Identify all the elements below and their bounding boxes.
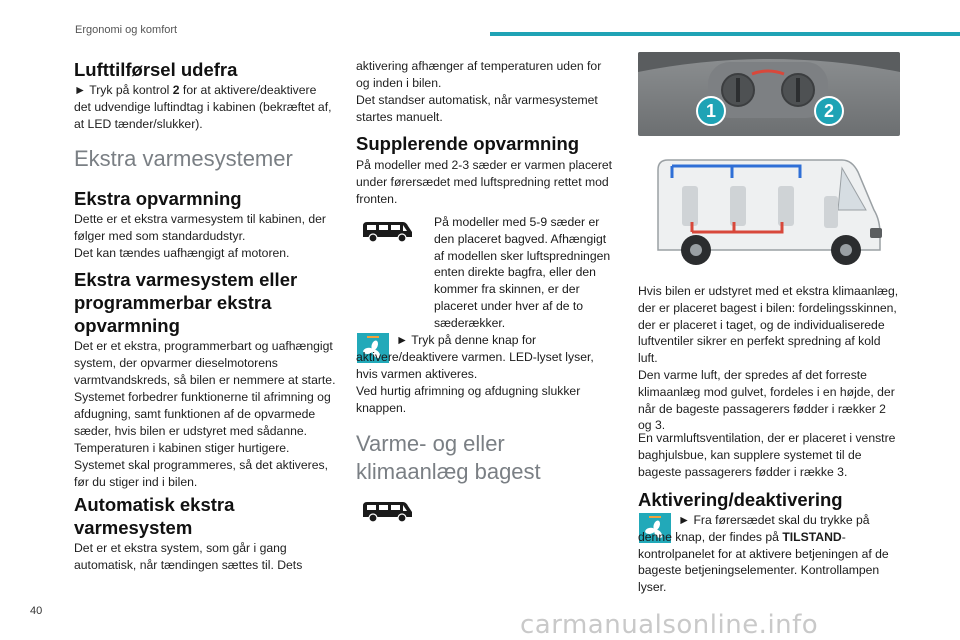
text-run: for at aktivere/deaktivere det udvendige luftindtag i kabinen (bekræftet af, at LED tænder/slukker).	[74, 83, 332, 131]
paragraph-programmerbar-2: Systemet forbedrer funktionerne til afrimning og afdugning, samt funktionen af de opvarmede sæder, hvis bilen er udstyret med sådanne.	[74, 390, 331, 438]
bold-control-number: 2	[172, 83, 180, 97]
callout-badge-1: 1	[696, 96, 726, 126]
bold-panel-name: TILSTAND	[782, 529, 842, 544]
fan-button-paragraph-2: Ved hurtig afrimning og afdugning slukker knappen.	[356, 384, 581, 415]
van-note-paragraph: På modeller med 5-9 sæder er den placeret bagved. Afhængigt af modellen sker luftspredningen enten direkte bagfra, eller den kommer fra skinnen, er der placeret under hver af de to sæderækker.	[434, 215, 611, 330]
control-panel-photo	[638, 52, 900, 136]
fan-button-paragraph: ► Tryk på denne knap for aktivere/deaktivere varmen. LED-lyset lyser, hvis varmen aktiveres.	[356, 333, 594, 381]
heading-aktivering-deaktivering: Aktivering/deaktivering	[638, 489, 843, 510]
van-side-icon	[359, 497, 415, 523]
paragraph-supplerende: På modeller med 2-3 sæder er varmen placeret under førersædet med luftspredning rettet mod fronten.	[356, 158, 613, 206]
watermark: carmanualsonline.info	[520, 610, 819, 640]
van-side-icon	[359, 217, 415, 243]
van-airflow-diagram	[652, 150, 884, 272]
paragraph-ekstra-opvarmning-2: Det kan tændes uafhængigt af motoren.	[74, 246, 290, 260]
paragraph-automatisk: Det er et ekstra system, som går i gang automatisk, når tændingen sættes til. Dets	[74, 541, 303, 572]
text-run: ► Fra førersædet skal du trykke på denne knap, der findes på	[638, 513, 870, 544]
control-knobs-illustration	[638, 52, 900, 136]
paragraph-ekstra-opvarmning-1: Dette er et ekstra varmesystem til kabinen, der følger med som standardudstyr.	[74, 212, 326, 243]
paragraph-lufttilfoersel	[74, 82, 336, 132]
heading-automatisk-varmesystem: Automatisk ekstra varmesystem	[74, 494, 235, 538]
paragraph-programmerbar-4: Systemet skal programmeres, så det aktiveres, før du stiger ind i bilen.	[74, 458, 328, 489]
paragraph-klimaanlaeg-2: Den varme luft, der spredes af det forreste klimaanlæg mod gulvet, fordeles i en højde, der når de bageste passagerers fødder i rækker 2 og 3.	[638, 368, 895, 433]
header-accent-bar	[490, 32, 960, 36]
paragraph-klimaanlaeg-1: Hvis bilen er udstyret med et ekstra klimaanlæg, der er placeret bagest i bilen: fordelingsskinnen, der er placeret i taget, og de individualiserede luftventiler sikrer en perfekt spredning af kold luft.	[638, 284, 899, 366]
paragraph-aktivering	[638, 512, 902, 596]
heading-programmerbar-opvarmning: Ekstra varmesystem eller programmerbar ekstra opvarmning	[74, 269, 298, 336]
chapter-heading-ekstra-varmesystemer: Ekstra varmesystemer	[74, 146, 293, 171]
text-run: -kontrolpanelet for at aktivere betjeningen af de bageste betjeningselementer. Kontrollampen lyser.	[638, 529, 889, 595]
heading-ekstra-opvarmning: Ekstra opvarmning	[74, 188, 242, 209]
heading-supplerende-opvarmning: Supplerende opvarmning	[356, 133, 580, 154]
running-header: Ergonomi og komfort	[75, 24, 178, 36]
chapter-heading-varme-klimaanlaeg: Varme- og eller klimaanlæg bagest	[356, 431, 541, 484]
paragraph-klimaanlaeg-3: En varmluftsventilation, der er placeret i venstre baghjulsbue, kan supplere systemet til de bageste passagerers fødder i række 3.	[638, 431, 896, 479]
paragraph-programmerbar-1: Det er et ekstra, programmerbart og uafhængigt system, der opvarmer dieselmotorens varmtvandskreds, så bilen er nemmere at starte.	[74, 339, 336, 387]
paragraph-continued-1: aktivering afhænger af temperaturen uden for og inden i bilen.	[356, 59, 602, 90]
paragraph-programmerbar-3: Temperaturen i kabinen stiger hurtigere.	[74, 441, 290, 455]
text-run: ► Tryk på kontrol	[74, 83, 173, 97]
paragraph-continued-2: Det standser automatisk, når varmesystemet startes manuelt.	[356, 93, 598, 124]
heading-lufttilfoersel: Lufttilførsel udefra	[74, 59, 238, 80]
callout-badge-2: 2	[814, 96, 844, 126]
page-number: 40	[30, 605, 43, 617]
